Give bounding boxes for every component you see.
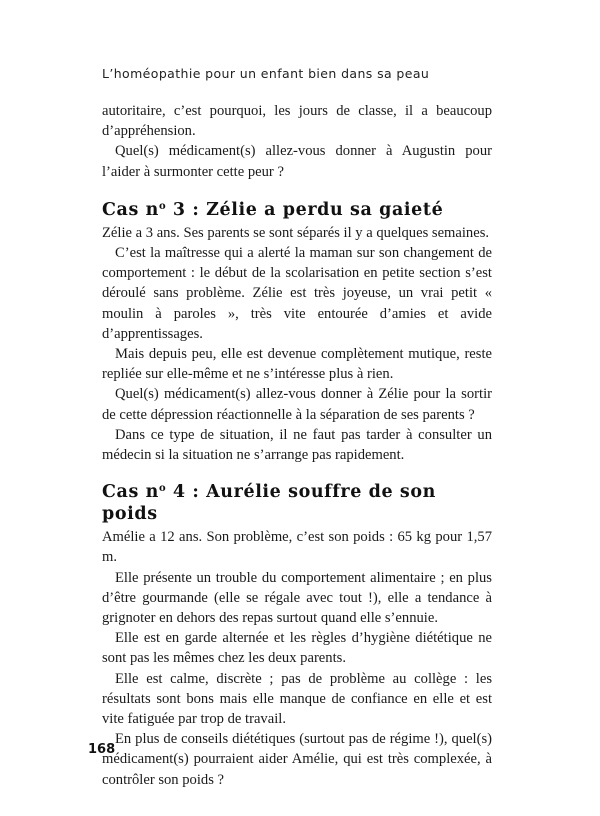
paragraph: Elle présente un trouble du comportement alimentaire ; en plus d’être gourmande (elle se régale avec tout !), elle a tendance à grignoter en dehors des repas surtout quand elle s’ennuie. (102, 569, 492, 627)
case-4-heading (102, 478, 492, 525)
paragraph: Amélie a 12 ans. Son problème, c’est son poids : 65 kg pour 1,57 m. (102, 529, 492, 566)
running-head: L’homéopathie pour un enfant bien dans sa peau (102, 66, 430, 81)
paragraph: C’est la maîtresse qui a alerté la maman sur son changement de comportement : le début de la scolarisation en petite section s’est déroulé sans problème. Zélie est très joyeuse, un vrai petit « moulin à paroles », très vite entourée d’amies et avide d’apprentissages. (102, 245, 492, 342)
paragraph: Elle est en garde alternée et les règles d’hygiène diététique ne sont pas les mêmes chez les deux parents. (102, 630, 492, 667)
paragraph: Dans ce type de situation, il ne faut pas tarder à consulter un médecin si la situation ne s’arrange pas rapidement. (102, 426, 492, 464)
page-body (102, 101, 492, 790)
paragraph: Mais depuis peu, elle est devenue complètement mutique, reste repliée sur elle-même et ne s’intéresse plus à rien. (102, 346, 492, 383)
paragraph-question-augustin: Quel(s) médicament(s) allez-vous donner à Augustin pour l’aider à surmonter cette peur ? (102, 143, 492, 180)
page-number: 168 (88, 742, 116, 757)
case-4-heading-sup: o (158, 483, 167, 495)
case-3-heading-prefix: Cas n (102, 199, 159, 220)
paragraph: Elle est calme, discrète ; pas de problème au collège : les résultats sont bons mais elle manque de confiance en elle et est vite fatiguée par trop de travail. (102, 670, 492, 728)
case-4-heading-prefix: Cas n (102, 482, 159, 503)
case-4-heading-text: 4 : Aurélie souffre de son poids (102, 482, 436, 525)
case-3-heading-sup: o (158, 200, 167, 212)
paragraph: Zélie a 3 ans. Ses parents se sont séparés il y a quelques semaines. (102, 224, 490, 241)
paragraph: Quel(s) médicament(s) allez-vous donner à Zélie pour la sortir de cette dépression réactionnelle à la séparation de ses parents ? (102, 386, 492, 423)
case-3-heading (102, 196, 492, 221)
paragraph: En plus de conseils diététiques (surtout pas de régime !), quel(s) médicament(s) pourraient aider Amélie, qui est très complexée, à contrôler son poids ? (102, 731, 492, 788)
case-3-heading-text: 3 : Zélie a perdu sa gaieté (166, 199, 444, 220)
paragraph-continuation: autoritaire, c’est pourquoi, les jours de classe, il a beaucoup d’appréhension. (102, 103, 492, 140)
